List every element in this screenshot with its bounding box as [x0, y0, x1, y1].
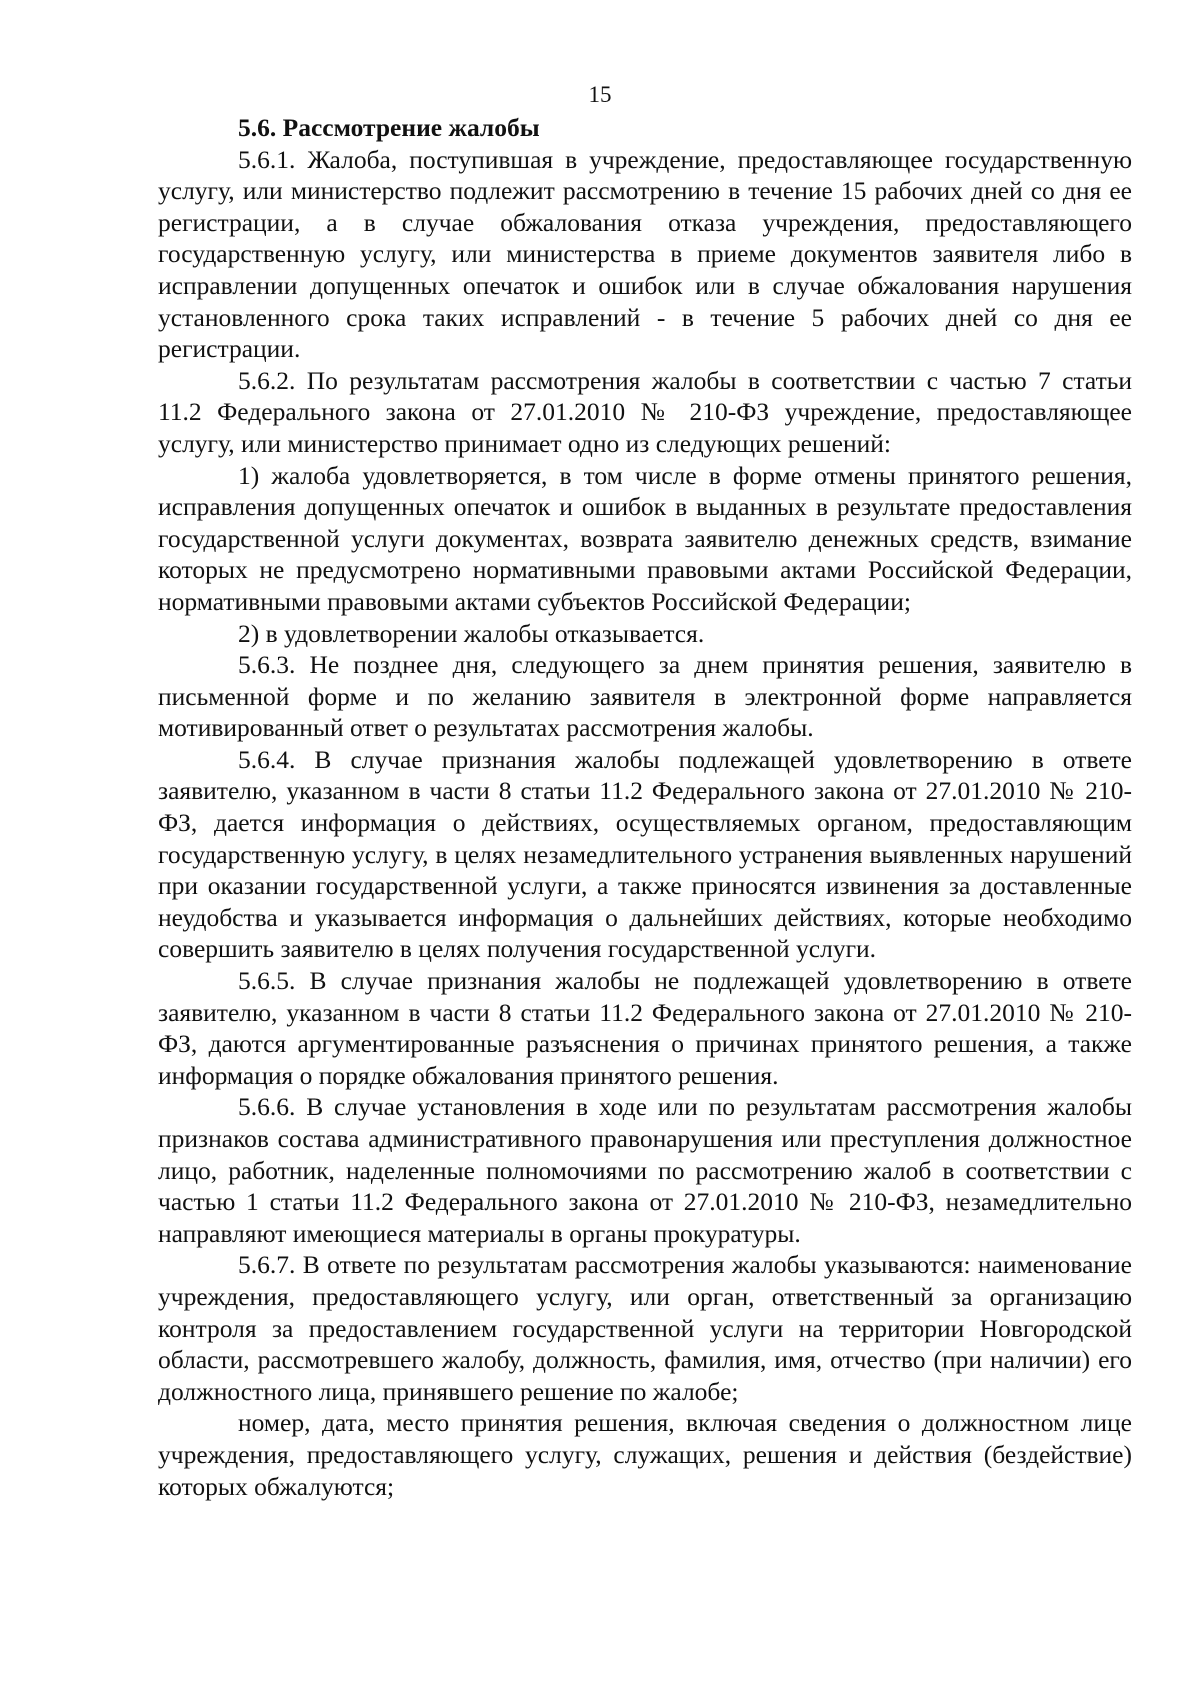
paragraph-5-6-1: 5.6.1. Жалоба, поступившая в учреждение, предоставляющее государственную услугу, или министерство подлежит рассмотрению в течение 15 рабочих дней со дня ее регистрации, а в случае обжалования отказа учреждения, предоставляющего государственную услугу, или министерства в приеме документов заявителя либо в исправлении допущенных опечаток и ошибок или в случае обжалования нарушения установленного срока таких исправлений - в течение 5 рабочих дней со дня ее регистрации.: [158, 144, 1132, 364]
paragraph-5-6-7: 5.6.7. В ответе по результатам рассмотрения жалобы указываются: наименование учреждения, предоставляющего услугу, или орган, ответственный за организацию контроля за предоставлением государственной услуги на территории Новгородской области, рассмотревшего жалобу, должность, фамилия, имя, отчество (при наличии) его должностного лица, принявшего решение по жалобе;: [158, 1250, 1132, 1406]
page-number: 15: [588, 82, 612, 107]
list-item-2: 2) в удовлетворении жалобы отказывается.: [238, 618, 705, 648]
list-item-1: 1) жалоба удовлетворяется, в том числе в форме отмены принятого решения, исправления допущенных опечаток и ошибок в выданных в результате предоставления государственной услуги документах, возврата заявителю денежных средств, взимание которых не предусмотрено нормативными правовыми актами Российской Федерации, нормативными правовыми актами субъектов Российской Федерации;: [158, 460, 1132, 616]
paragraph-5-6-6: 5.6.6. В случае установления в ходе или по результатам рассмотрения жалобы признаков состава административного правонарушения или преступления должностное лицо, работник, наделенные полномочиями по рассмотрению жалоб в соответствии с частью 1 статьи 11.2 Федерального закона от 27.01.2010 № 210-ФЗ, незамедлительно направляют имеющиеся материалы в органы прокуратуры.: [158, 1092, 1132, 1248]
paragraph-5-6-3: 5.6.3. Не позднее дня, следующего за днем принятия решения, заявителю в письменной форме и по желанию заявителя в электронной форме направляется мотивированный ответ о результатах рассмотрения жалобы.: [158, 650, 1132, 743]
paragraph-5-6-5: 5.6.5. В случае признания жалобы не подлежащей удовлетворению в ответе заявителю, указанном в части 8 статьи 11.2 Федерального закона от 27.01.2010 № 210-ФЗ, даются аргументированные разъяснения о причинах принятого решения, а также информация о порядке обжалования принятого решения.: [158, 966, 1132, 1090]
paragraph-5-6-7-continuation: номер, дата, место принятия решения, включая сведения о должностном лице учреждения, предоставляющего услугу, служащих, решения и действия (бездействие) которых обжалуются;: [158, 1408, 1132, 1501]
paragraph-5-6-4: 5.6.4. В случае признания жалобы подлежащей удовлетворению в ответе заявителю, указанном в части 8 статьи 11.2 Федерального закона от 27.01.2010 № 210-ФЗ, дается информация о действиях, осуществляемых органом, предоставляющим государственную услугу, в целях незамедлительного устранения выявленных нарушений при оказании государственной услуги, а также приносятся извинения за доставленные неудобства и указывается информация о дальнейших действиях, которые необходимо совершить заявителю в целях получения государственной услуги.: [158, 744, 1132, 964]
document-body: [158, 112, 1132, 1502]
section-heading: 5.6. Рассмотрение жалобы: [238, 113, 540, 142]
paragraph-5-6-2: 5.6.2. По результатам рассмотрения жалобы в соответствии с частью 7 статьи 11.2 Федерального закона от 27.01.2010 № 210-ФЗ учреждение, предоставляющее услугу, или министерство принимает одно из следующих решений:: [158, 365, 1132, 458]
